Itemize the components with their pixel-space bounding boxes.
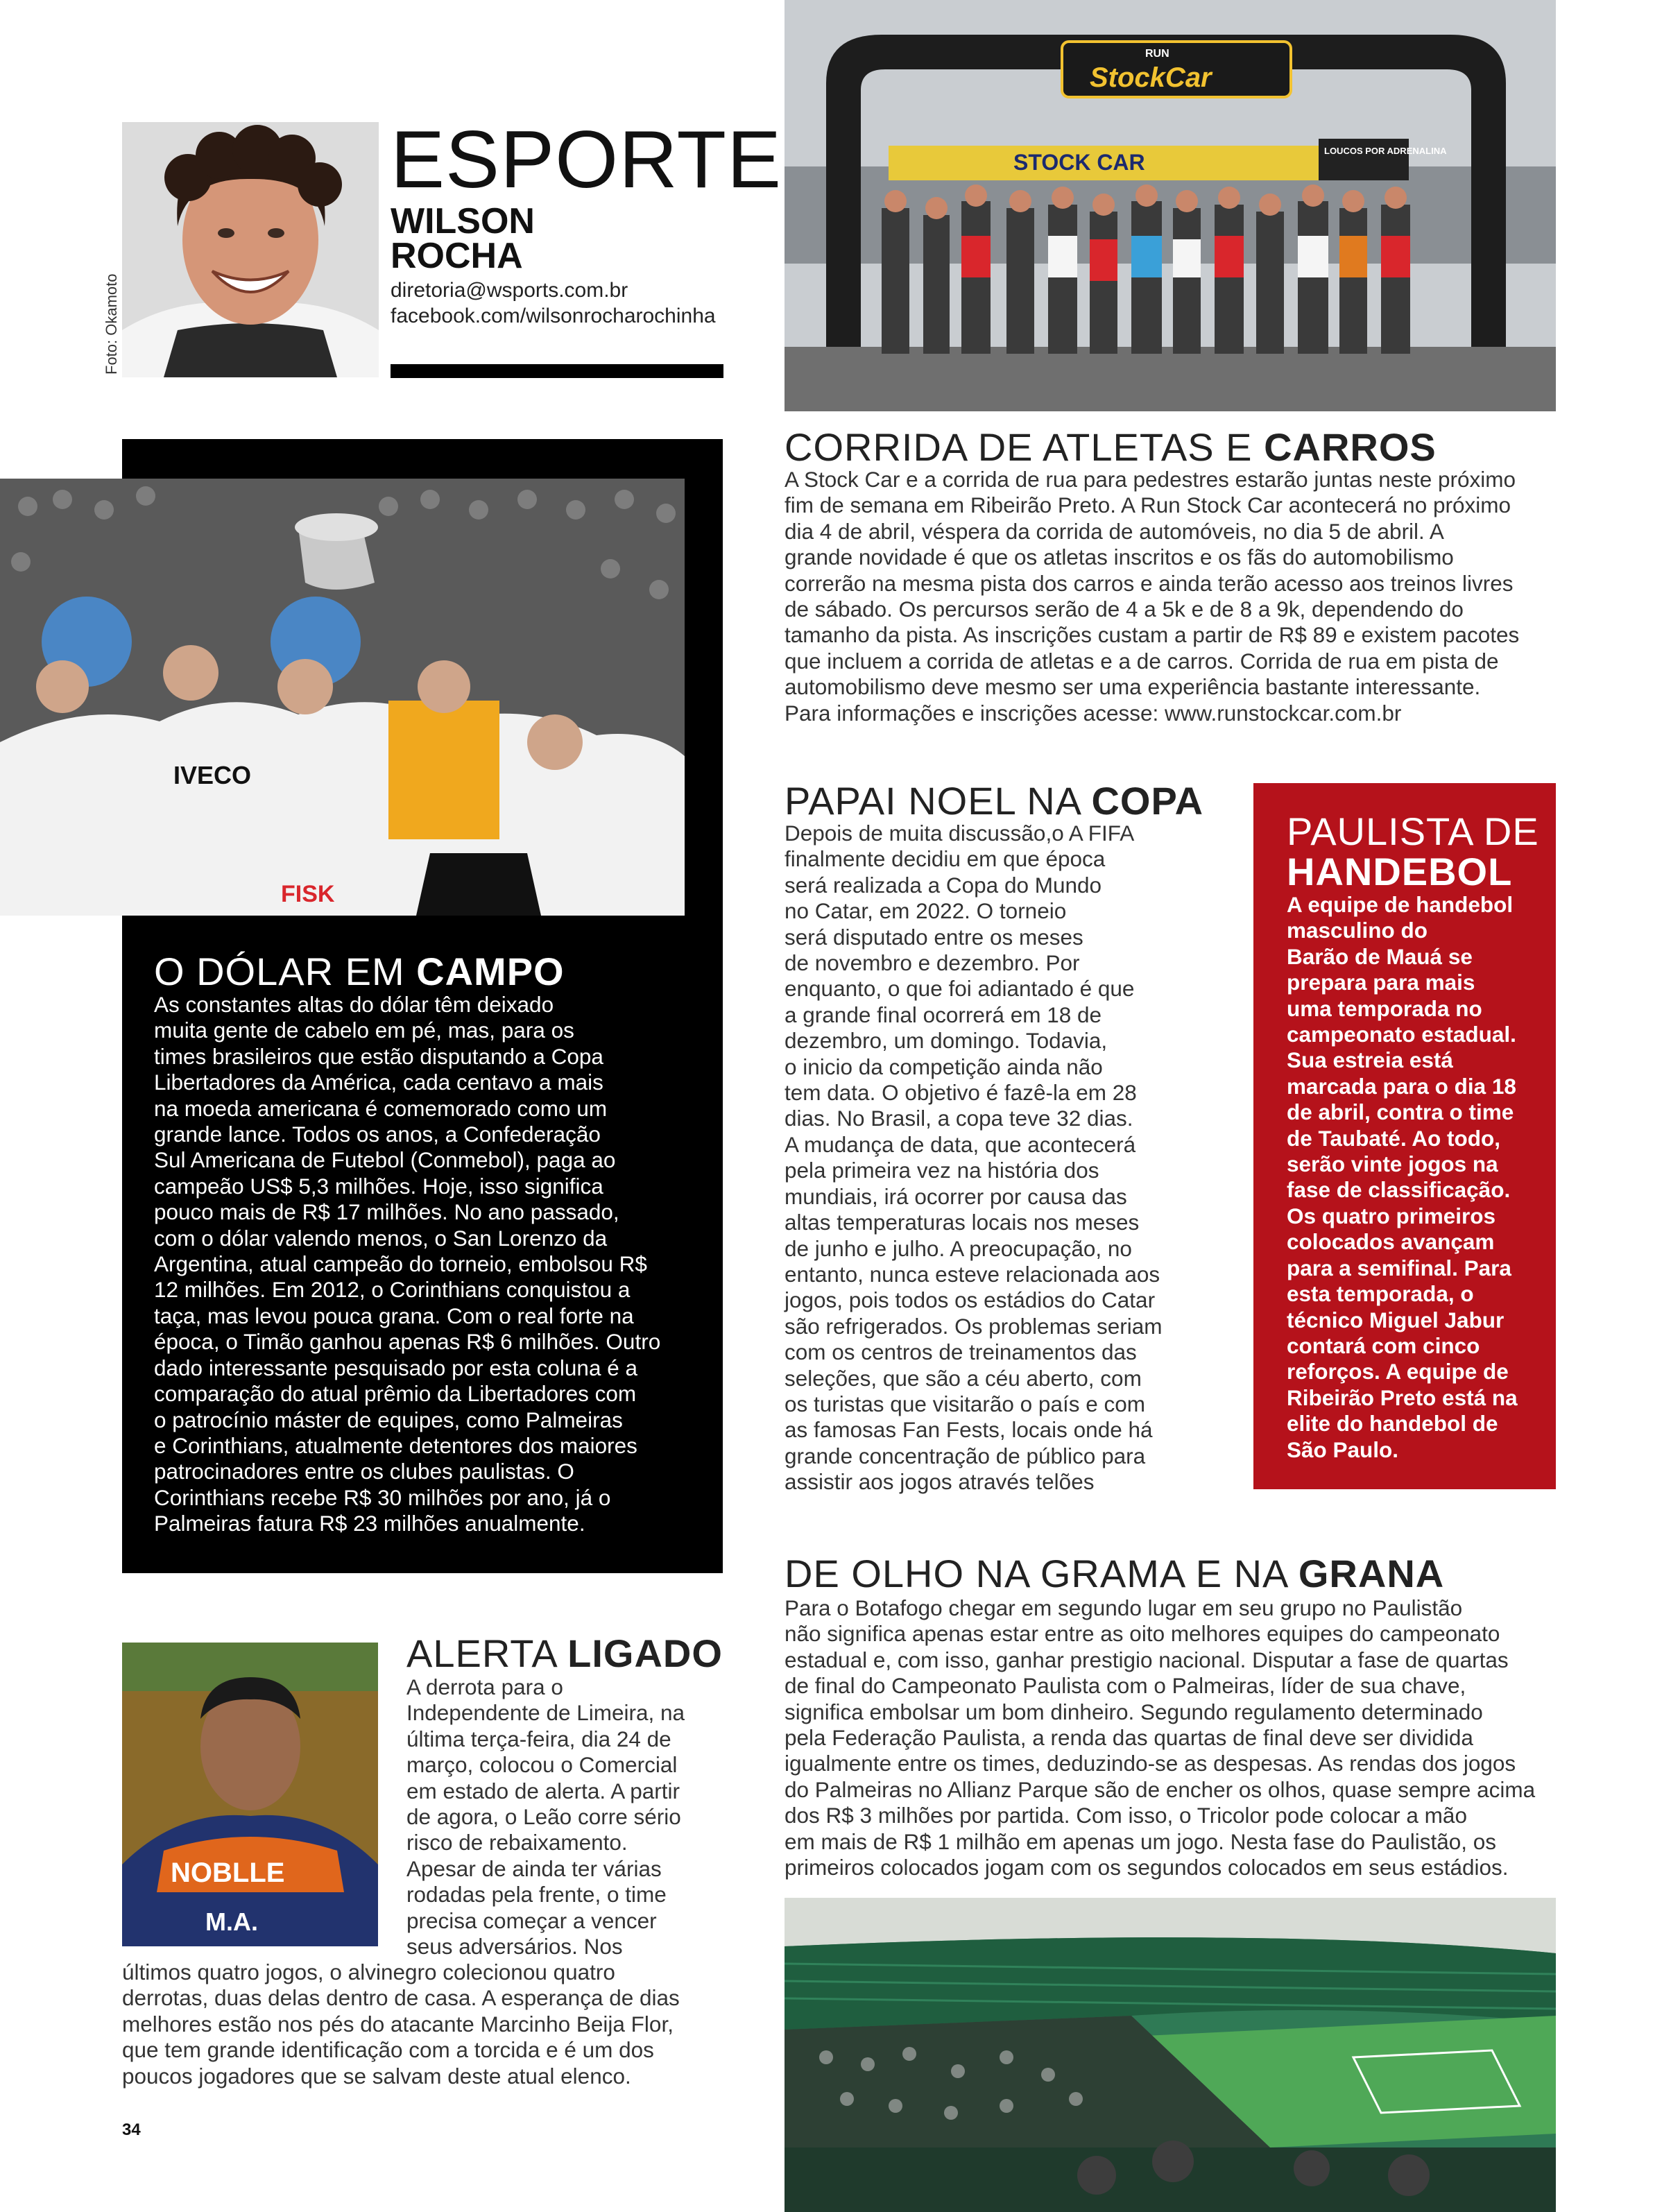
dolar-title-bold: CAMPO: [416, 950, 565, 993]
text-line: Barão de Mauá se: [1287, 943, 1473, 969]
author-name-last: ROCHA: [391, 236, 523, 276]
text-line: fim de semana em Ribeirão Preto. A Run Stock Car acontecerá no próximo: [785, 492, 1511, 518]
author-email[interactable]: diretoria@wsports.com.br: [391, 279, 628, 302]
fisk-shirt-text: FISK: [281, 881, 335, 907]
text-line: rodadas pela frente, o time: [406, 1882, 667, 1907]
handebol-title-line1: PAULISTA DE: [1287, 809, 1539, 853]
text-line: entanto, nunca esteve relacionada aos: [785, 1261, 1160, 1287]
text-line: correrão na mesma pista dos carros e ainda terão acesso aos treinos livres: [785, 570, 1514, 596]
text-line: março, colocou o Comercial: [406, 1752, 678, 1778]
text-line: grande lance. Todos os anos, a Confederação: [154, 1122, 601, 1147]
text-line: Corinthians recebe R$ 30 milhões por ano, já o: [154, 1484, 611, 1510]
text-line: contará com cinco: [1287, 1332, 1480, 1358]
text-line: em estado de alerta. A partir: [406, 1778, 680, 1803]
text-line: São Paulo.: [1287, 1437, 1399, 1462]
player-photo: [122, 1643, 378, 1946]
alerta-body-wide: [122, 1960, 726, 2089]
text-line: taça, mas levou pouca grana. Com o real forte na: [154, 1303, 634, 1328]
text-line: assistir aos jogos através telões: [785, 1469, 1095, 1495]
text-line: campeão US$ 5,3 milhões. Hoje, isso significa: [154, 1173, 603, 1199]
text-line: de novembro e dezembro. Por: [785, 950, 1080, 976]
text-line: Sul Americana de Futebol (Conmebol), paga ao: [154, 1147, 616, 1173]
text-line: pela Federação Paulista, a renda das quartas de final deve ser dividida: [785, 1725, 1473, 1751]
text-line: jogos, pois todos os estádios do Catar: [785, 1287, 1156, 1313]
text-line: Depois de muita discussão,o A FIFA: [785, 821, 1135, 846]
text-line: últimos quatro jogos, o alvinegro colecionou quatro: [122, 1960, 615, 1984]
author-photo: [122, 122, 379, 377]
text-line: fase de classificação.: [1287, 1177, 1511, 1203]
text-line: esta temporada, o: [1287, 1281, 1474, 1307]
text-line: automobilismo deve mesmo ser uma experiência bastante interessante.: [785, 674, 1481, 700]
text-line: do Palmeiras no Allianz Parque são de encher os olhos, quase sempre acima: [785, 1776, 1536, 1802]
handebol-title-line2: HANDEBOL: [1287, 850, 1513, 893]
text-line: Independente de Limeira, na: [406, 1700, 685, 1726]
text-line: as famosas Fan Fests, locais onde há: [785, 1417, 1153, 1443]
text-line: Para informações e inscrições acesse: www.runstockcar.com.br: [785, 700, 1402, 726]
page-number: 34: [122, 2120, 141, 2139]
text-line: Sua estreia está: [1287, 1047, 1453, 1073]
text-line: A mudança de data, que acontecerá: [785, 1131, 1136, 1157]
author-social[interactable]: facebook.com/wilsonrocharochinha: [391, 305, 716, 327]
corrida-title: [785, 427, 1437, 468]
text-line: os turistas que visitarão o país e com: [785, 1391, 1145, 1416]
text-line: o patrocínio máster de equipes, como Palmeiras: [154, 1407, 623, 1432]
text-line: Para o Botafogo chegar em segundo lugar em seu grupo no Paulistão: [785, 1595, 1463, 1620]
text-line: marcada para o dia 18: [1287, 1073, 1516, 1099]
text-line: comparação do atual prêmio da Libertadores com: [154, 1381, 637, 1407]
text-line: a grande final ocorrerá em 18 de: [785, 1002, 1102, 1027]
text-line: risco de rebaixamento.: [406, 1830, 628, 1855]
text-line: dado interessante pesquisado por esta coluna é a: [154, 1355, 637, 1380]
text-line: derrotas, duas delas dentro de casa. A esperança de dias: [122, 1985, 680, 2011]
text-line: uma temporada no: [1287, 995, 1482, 1021]
text-line: dezembro, um domingo. Todavia,: [785, 1028, 1108, 1054]
text-line: muita gente de cabelo em pé, mas, para os: [154, 1018, 574, 1043]
text-line: em mais de R$ 1 milhão em apenas um jogo. Nesta fase do Paulistão, os: [785, 1828, 1497, 1854]
text-line: Ribeirão Preto está na: [1287, 1384, 1518, 1410]
text-line: Palmeiras fatura R$ 23 milhões anualmente.: [154, 1511, 585, 1536]
text-line: melhores estão nos pés do atacante Marcinho Beija Flor,: [122, 2011, 674, 2037]
text-line: para a semifinal. Para: [1287, 1255, 1511, 1280]
text-line: masculino do: [1287, 918, 1428, 943]
text-line: Apesar de ainda ter várias: [406, 1855, 662, 1881]
stockcar-banner-text: STOCK CAR: [1013, 150, 1145, 175]
iveco-shirt-text: IVECO: [173, 761, 252, 789]
text-line: igualmente entre os times, deduzindo-se as despesas. As rendas dos jogos: [785, 1751, 1516, 1776]
text-line: significa embolsar um bom dinheiro. Segundo regulamento determinado: [785, 1699, 1483, 1724]
alerta-title-bold: LIGADO: [567, 1631, 723, 1675]
text-line: poucos jogadores que se salvam deste atual elenco.: [122, 2063, 631, 2089]
section-title: ESPORTE: [391, 114, 782, 205]
text-line: altas temperaturas locais nos meses: [785, 1210, 1140, 1235]
photo-credit: Foto: Okamoto: [103, 273, 120, 375]
text-line: dias. No Brasil, a copa teve 32 dias.: [785, 1106, 1133, 1131]
text-line: A Stock Car e a corrida de rua para pedestres estarão juntas neste próximo: [785, 467, 1516, 492]
text-line: não significa apenas estar entre as oito melhores equipes do campeonato: [785, 1621, 1500, 1647]
text-line: elite do handebol de: [1287, 1411, 1498, 1437]
text-line: e Corinthians, atualmente detentores dos maiores: [154, 1432, 637, 1458]
text-line: Os quatro primeiros: [1287, 1203, 1496, 1228]
text-line: época, o Timão ganhou apenas R$ 6 milhões. Outro: [154, 1329, 661, 1355]
stockcar-photo: [785, 0, 1556, 411]
papai-title-bold: COPA: [1091, 779, 1204, 823]
text-line: que incluem a corrida de atletas e a de carros. Corrida de rua em pista de: [785, 648, 1499, 674]
stadium-photo: [785, 1898, 1556, 2212]
text-line: prepara para mais: [1287, 970, 1475, 995]
text-line: será disputado entre os meses: [785, 924, 1083, 950]
text-line: primeiros colocados jogam com os segundos colocados em seus estádios.: [785, 1855, 1509, 1880]
text-line: dos R$ 3 milhões por partida. Com isso, o Tricolor pode colocar a mão: [785, 1803, 1467, 1828]
text-line: tamanho da pista. As inscrições custam a partir de R$ 89 e existem pacotes: [785, 622, 1520, 648]
corrida-title-bold: CARROS: [1264, 425, 1437, 469]
text-line: As constantes altas do dólar têm deixado: [154, 992, 554, 1017]
text-line: com o dólar valendo menos, o San Lorenzo da: [154, 1225, 608, 1251]
player-shirt-bottom: M.A.: [205, 1907, 258, 1936]
text-line: de Taubaté. Ao todo,: [1287, 1125, 1500, 1151]
text-line: no Catar, em 2022. O torneio: [785, 898, 1067, 924]
text-line: Libertadores da América, cada centavo a mais: [154, 1070, 603, 1095]
text-line: A equipe de handebol: [1287, 892, 1514, 917]
papai-body: [785, 821, 1201, 1495]
text-line: seus adversários. Nos: [406, 1934, 623, 1960]
text-line: campeonato estadual.: [1287, 1022, 1516, 1047]
text-line: de junho e julho. A preocupação, no: [785, 1235, 1132, 1261]
text-line: estadual e, com isso, ganhar prestigio nacional. Disputar a fase de quartas: [785, 1647, 1509, 1672]
text-line: tem data. O objetivo é fazê-la em 28: [785, 1080, 1137, 1106]
text-line: serão vinte jogos na: [1287, 1151, 1498, 1177]
handebol-body: [1287, 892, 1550, 1463]
text-line: patrocinadores entre os clubes paulistas. O: [154, 1459, 574, 1484]
text-line: que tem grande identificação com a torcida e é um dos: [122, 2037, 654, 2063]
text-line: precisa começar a vencer: [406, 1907, 657, 1933]
text-line: dia 4 de abril, véspera da corrida de automóveis, no dia 5 de abril. A: [785, 518, 1444, 544]
grama-title: [785, 1554, 1444, 1595]
text-line: de sábado. Os percursos serão de 4 a 5k e de 8 a 9k, dependendo do: [785, 597, 1464, 622]
text-line: de agora, o Leão corre sério: [406, 1804, 681, 1830]
alerta-title: [406, 1631, 723, 1675]
author-name-first: WILSON: [391, 201, 535, 241]
text-line: de abril, contra o time: [1287, 1099, 1514, 1125]
header-rule: [391, 364, 723, 378]
papai-title: [785, 781, 1203, 822]
text-line: grande novidade é que os atletas inscritos e os fãs do automobilismo: [785, 545, 1454, 570]
dolar-title: [154, 952, 565, 993]
papai-title-light: PAPAI NOEL NA: [785, 779, 1092, 823]
text-line: enquanto, o que foi adiantado é que: [785, 976, 1135, 1002]
grama-title-light: DE OLHO NA GRAMA E NA: [785, 1552, 1298, 1595]
dolar-body: [154, 992, 709, 1537]
text-line: reforços. A equipe de: [1287, 1359, 1509, 1384]
text-line: colocados avançam: [1287, 1229, 1495, 1255]
grama-body: [785, 1595, 1554, 1880]
text-line: são refrigerados. Os problemas seriam: [785, 1313, 1163, 1339]
alerta-title-light: ALERTA: [406, 1631, 568, 1675]
text-line: pela primeira vez na história dos: [785, 1158, 1099, 1183]
text-line: será realizada a Copa do Mundo: [785, 872, 1102, 898]
text-line: o inicio da competição ainda não: [785, 1054, 1103, 1079]
alerta-body-narrow: [406, 1674, 726, 1960]
text-line: mundiais, irá ocorrer por causa das: [785, 1183, 1127, 1209]
text-line: técnico Miguel Jabur: [1287, 1307, 1505, 1332]
text-line: de final do Campeonato Paulista com o Palmeiras, líder de sua chave,: [785, 1673, 1466, 1699]
player-shirt-text: NOBLLE: [171, 1858, 285, 1888]
text-line: pouco mais de R$ 17 milhões. No ano passado,: [154, 1199, 619, 1225]
arch-top-text: RUN: [1145, 48, 1169, 60]
text-line: Argentina, atual campeão do torneio, embolsou R$: [154, 1251, 647, 1277]
text-line: finalmente decidiu em que época: [785, 846, 1106, 872]
adrenalina-sign-text: LOUCOS POR ADRENALINA: [1324, 146, 1447, 156]
text-line: na moeda americana é comemorado como um: [154, 1095, 608, 1121]
text-line: com os centros de treinamentos das: [785, 1339, 1137, 1365]
libertadores-photo: [0, 479, 685, 916]
text-line: times brasileiros que estão disputando a Copa: [154, 1043, 603, 1069]
grama-title-bold: GRANA: [1298, 1552, 1445, 1595]
text-line: grande concentração de público para: [785, 1443, 1146, 1468]
text-line: última terça-feira, dia 24 de: [406, 1726, 671, 1751]
arch-brand-text: StockCar: [1090, 62, 1212, 93]
text-line: 12 milhões. Em 2012, o Corinthians conquistou a: [154, 1277, 631, 1303]
text-line: seleções, que são a céu aberto, com: [785, 1365, 1142, 1391]
dolar-title-light: O DÓLAR EM: [154, 950, 417, 993]
text-line: A derrota para o: [406, 1674, 563, 1699]
corrida-title-light: CORRIDA DE ATLETAS E: [785, 425, 1265, 469]
corrida-body: [785, 467, 1554, 726]
